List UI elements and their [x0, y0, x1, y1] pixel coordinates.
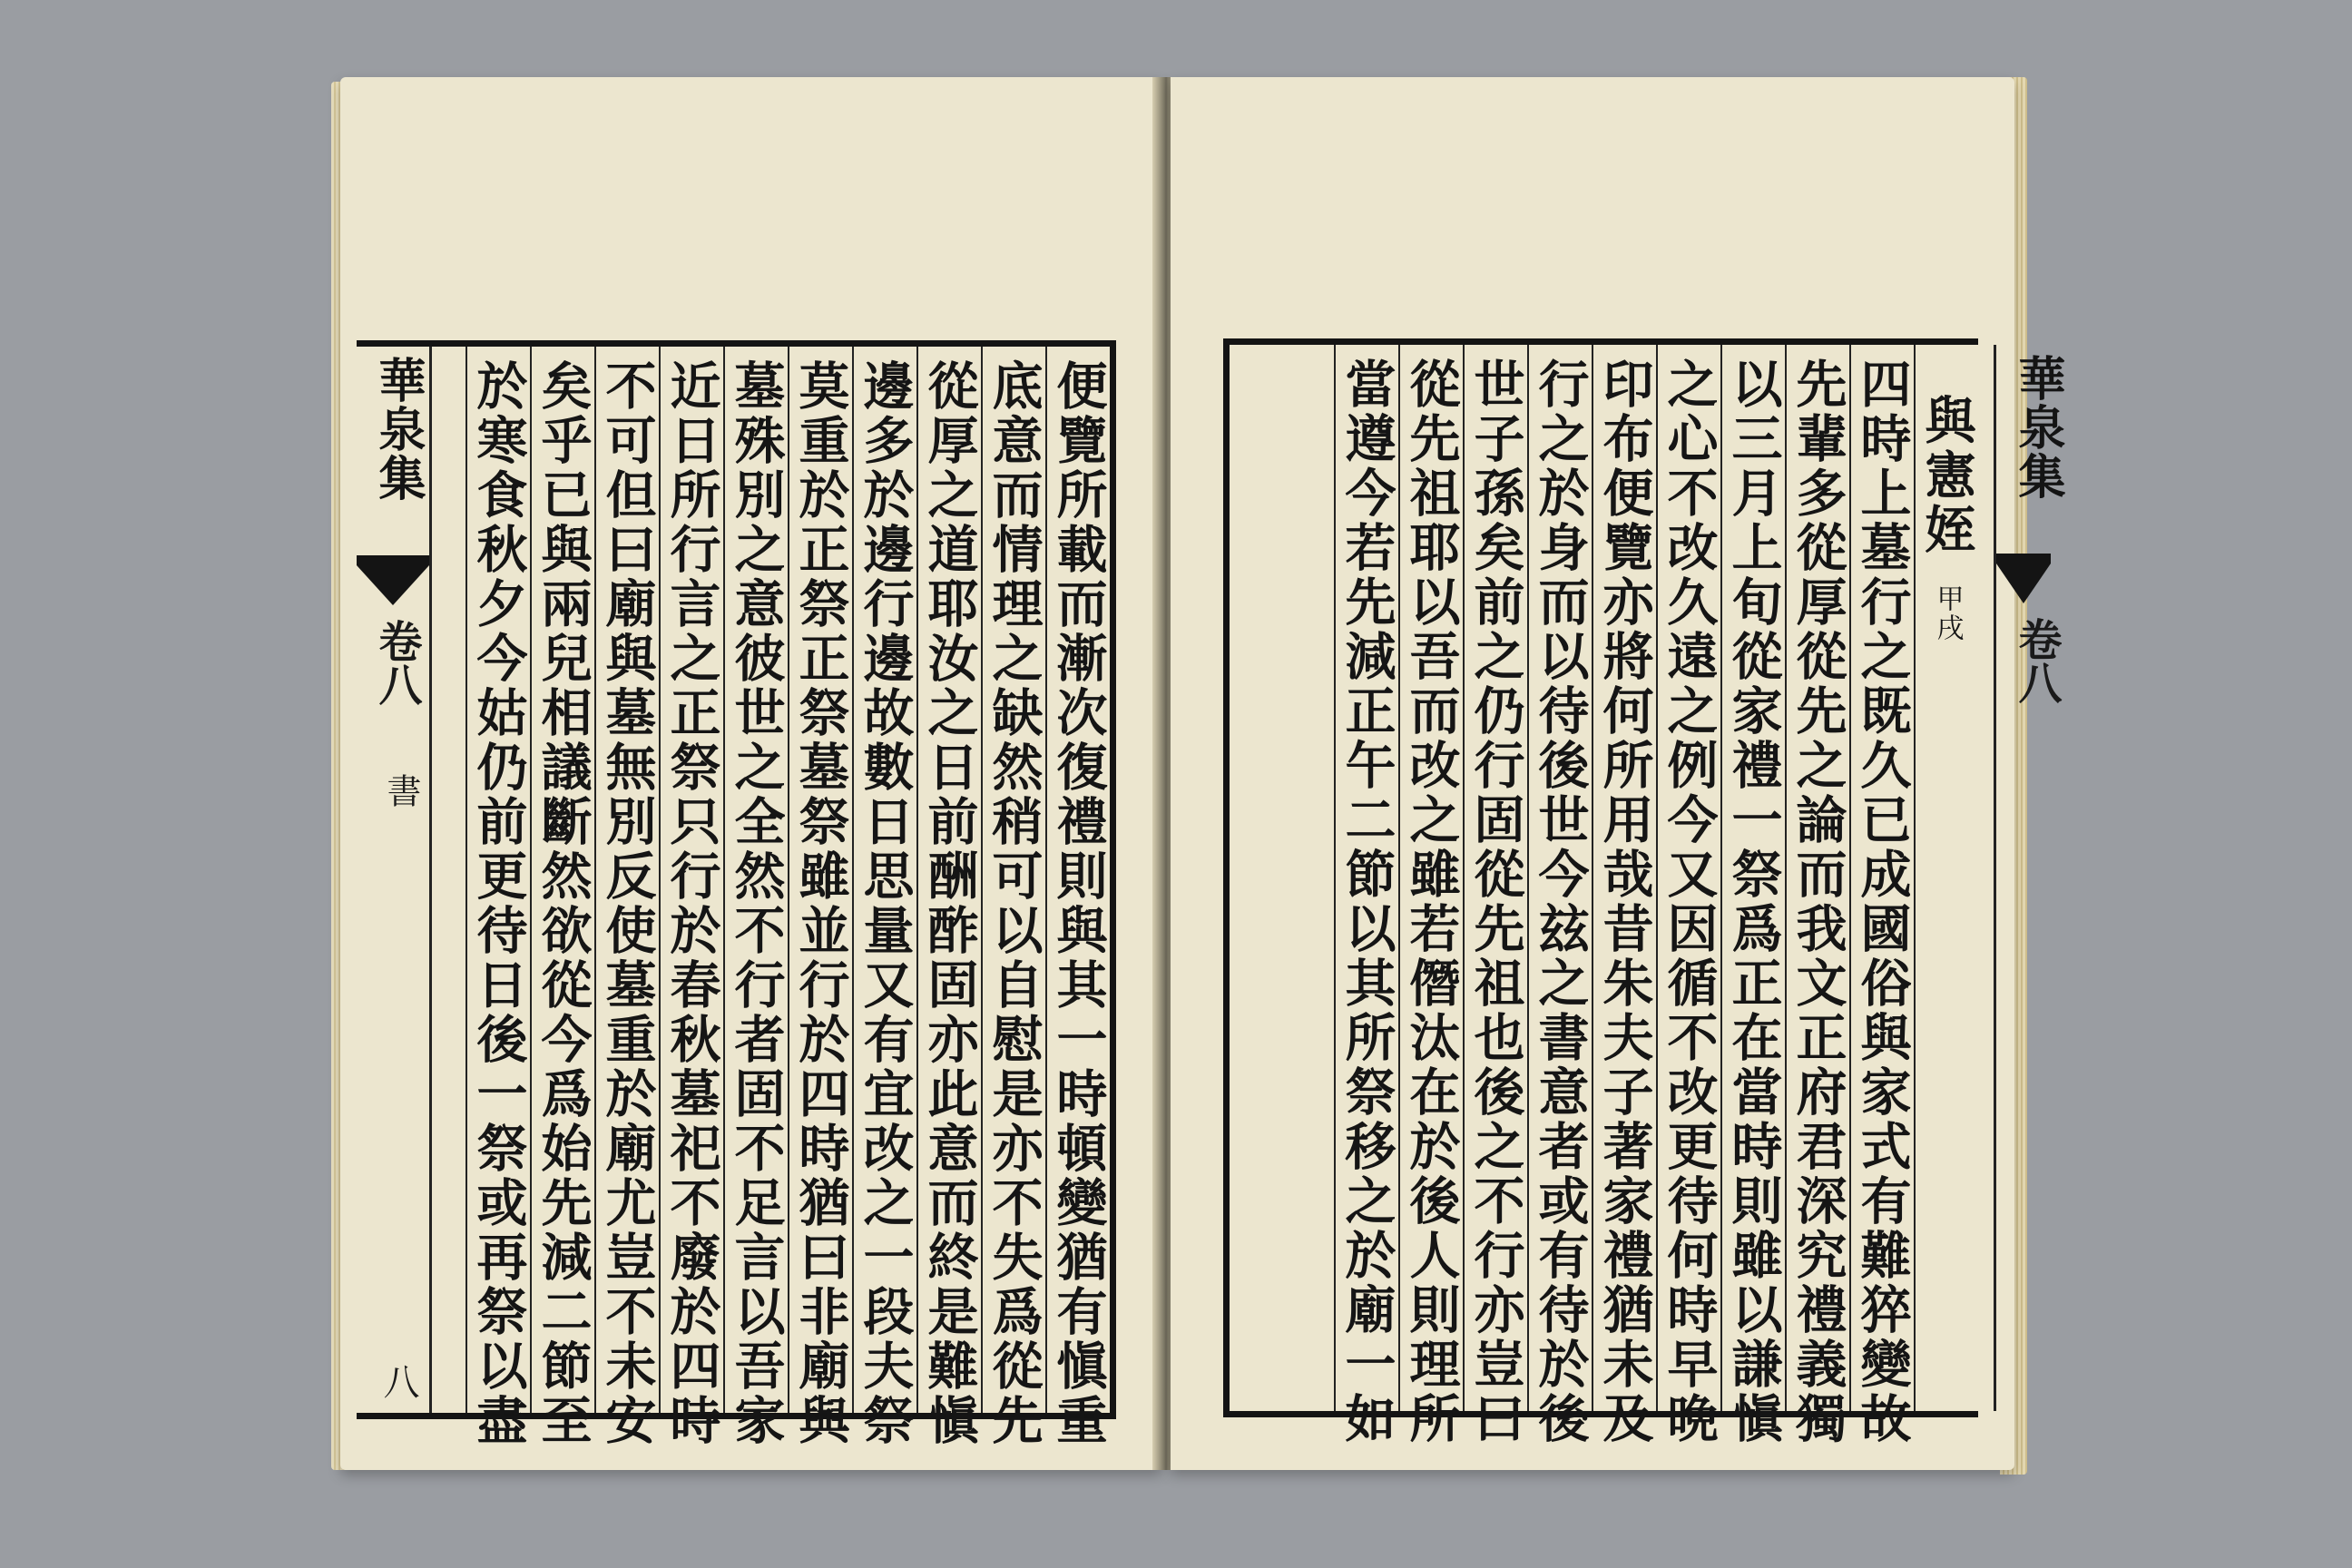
letter-heading: 與憲姪	[1916, 394, 1977, 557]
text-column	[788, 347, 852, 1448]
text-column	[659, 347, 723, 1448]
text-column	[981, 347, 1045, 1448]
column-text: 不可但曰廟與墓無別反使墓重於廟尤豈不未安	[597, 359, 658, 1448]
text-column	[1045, 347, 1110, 1448]
column-text: 墓殊別之意彼世之全然不行者固不足言以吾家	[726, 359, 787, 1448]
margin-section: 書	[381, 773, 421, 808]
heading-date-note: 甲戌	[1931, 584, 1964, 642]
column-text: 印布便覽亦將何所用哉昔朱夫子著家禮猶未及	[1594, 358, 1655, 1446]
column-text: 便覽所載而漸次復禮則與其一時頓變猶有愼重	[1048, 359, 1109, 1448]
column-text: 邊多於邊行邊故數日思量又有宜改之一段夫祭	[855, 359, 916, 1448]
text-column	[723, 347, 788, 1448]
margin-title: 華泉集	[370, 356, 426, 503]
margin-title: 華泉集	[2010, 354, 2065, 501]
column-text: 行之於身而以待後世今玆之書意者或有待於後	[1530, 358, 1591, 1446]
text-column	[1463, 345, 1527, 1446]
margin-page-number: 八	[377, 1363, 419, 1399]
column-text: 近日所行言之正祭只行於春秋墓祀不廢於四時	[662, 359, 722, 1448]
column-text: 當遵今若先減正午二節以其所祭移之於廟一如	[1337, 358, 1397, 1446]
text-column	[852, 347, 916, 1448]
column-text: 四時上墓行之既久已成國俗與家式有難猝變故	[1852, 358, 1913, 1446]
right-page	[1171, 77, 2065, 1470]
text-column	[594, 347, 659, 1448]
text-column	[466, 347, 530, 1448]
right-text-frame	[1223, 338, 2065, 1446]
column-text: 世子孫矣前之仍行固從先祖也後之不行亦豈曰	[1465, 358, 1526, 1446]
right-margin-column	[1994, 345, 2065, 1411]
text-column	[1720, 345, 1785, 1446]
heading-column	[1914, 345, 1978, 1411]
text-column	[1334, 345, 1398, 1446]
column-text: 從先祖耶以吾而改之雖若僭汰在於後人則理所	[1401, 358, 1462, 1446]
column-text: 從厚之道耶汝之日前酬酢固亦此意而終是難愼	[919, 359, 980, 1448]
text-column	[1656, 345, 1720, 1446]
fish-tail-mark	[357, 555, 429, 605]
left-page	[340, 77, 1161, 1470]
text-column	[1849, 345, 1914, 1446]
left-text-frame	[357, 340, 1116, 1448]
text-column	[530, 347, 594, 1448]
margin-volume: 卷八	[2011, 617, 2062, 704]
column-text: 以三月上旬從家禮一祭爲正在當時則雖以謙愼	[1723, 358, 1784, 1446]
column-text: 於寒食秋夕今姑仍前更待日後一祭或再祭以盡	[468, 359, 529, 1448]
text-column	[1785, 345, 1849, 1446]
text-column	[916, 347, 981, 1448]
column-text: 先輩多從厚從先之論而我文正府君深究禮義獨	[1788, 358, 1848, 1446]
left-margin-column	[357, 347, 432, 1413]
column-text: 之心不改久遠之例今又因循不改更待何時早晩	[1659, 358, 1720, 1446]
open-book	[340, 68, 2065, 1493]
text-column	[1592, 345, 1656, 1446]
fish-tail-mark	[1996, 554, 2051, 603]
margin-volume: 卷八	[371, 619, 422, 706]
text-column	[1398, 345, 1463, 1446]
column-text: 矣乎已與兩兒相議斷然欲從今爲始先減二節至	[533, 359, 593, 1448]
text-column	[1527, 345, 1592, 1446]
column-text: 莫重於正祭正祭墓祭雖並行於四時猶曰非廟與	[790, 359, 851, 1448]
column-text: 底意而情理之缺然稍可以自慰是亦不失爲從先	[984, 359, 1044, 1448]
